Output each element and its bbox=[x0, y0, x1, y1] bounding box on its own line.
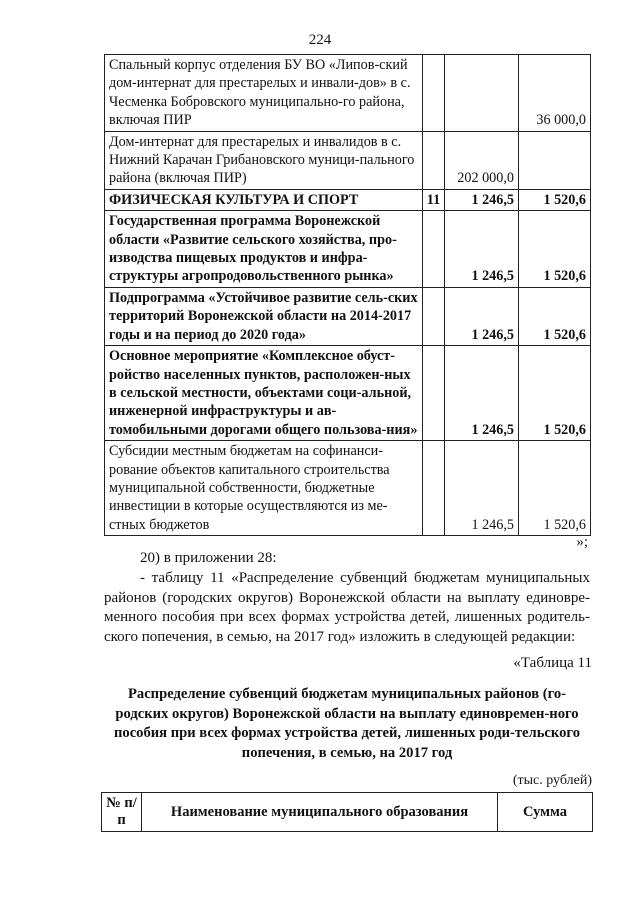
units-label: (тыс. рублей) bbox=[512, 773, 592, 788]
table-row bbox=[105, 441, 591, 536]
column-header-name: Наименование муниципального образования bbox=[142, 793, 498, 832]
table-heading: Распределение субвенций бюджетам муниципальных районов (го-родских округов) Воронежской области на выплату единовремен-ного пособия при всех формах устройства детей, лишенных роди-тельского попечения, в семью, на 2017 год bbox=[113, 686, 580, 761]
row-code bbox=[423, 211, 445, 288]
row-description: ФИЗИЧЕСКАЯ КУЛЬТУРА И СПОРТ bbox=[105, 189, 423, 210]
row-code: 11 bbox=[423, 189, 445, 210]
table-row bbox=[105, 55, 591, 132]
row-amount-2017: 1 246,5 bbox=[445, 211, 519, 288]
row-code bbox=[423, 287, 445, 345]
row-amount-2017: 1 246,5 bbox=[445, 189, 519, 210]
row-amount-2018 bbox=[519, 131, 591, 189]
row-code bbox=[423, 441, 445, 536]
row-description: Основное мероприятие «Комплексное обуст-ройство населенных пунктов, расположен-ных в сельской местности, объектами соци-альной, инженерной инфраструктуры и ав-томобильными дорогами общего пользова-ния» bbox=[105, 346, 423, 441]
row-amount-2017: 1 246,5 bbox=[445, 287, 519, 345]
row-description: Субсидии местным бюджетам на софинанси-рование объектов капитального строительства муниципальной собственности, бюджетные инвестиции в которые осуществляются из ме-стных бюджетов bbox=[105, 441, 423, 536]
row-description: Спальный корпус отделения БУ ВО «Липов-ский дом-интернат для престарелых и инвали-дов» в с. Чесменка Бобровского муниципально-го района, включая ПИР bbox=[105, 55, 423, 132]
table-row bbox=[105, 131, 591, 189]
table-row bbox=[105, 189, 591, 210]
row-amount-2018: 36 000,0 bbox=[519, 55, 591, 132]
column-header-sum: Сумма bbox=[498, 793, 593, 832]
row-code bbox=[423, 55, 445, 132]
amendment-text: - таблицу 11 «Распределение субвенций бюджетам муниципальных районов (городских округов) Воронежской области на выплату единовре-менного пособия при всех формах устройства детей, лишенных родитель-ского попечения, в семью, на 2017 год» изложить в следующей редакции: bbox=[104, 570, 590, 645]
column-header-number: № п/п bbox=[102, 793, 142, 832]
row-amount-2017: 202 000,0 bbox=[445, 131, 519, 189]
table-row bbox=[105, 211, 591, 288]
page-number: 224 bbox=[308, 32, 332, 48]
row-description: Дом-интернат для престарелых и инвалидов в с. Нижний Карачан Грибановского муници-пального района (включая ПИР) bbox=[105, 131, 423, 189]
amendment-item: 20) в приложении 28: bbox=[140, 550, 277, 566]
table-label: «Таблица 11 bbox=[513, 655, 592, 671]
row-amount-2018: 1 520,6 bbox=[519, 211, 591, 288]
header-row bbox=[102, 793, 593, 832]
row-amount-2017 bbox=[445, 55, 519, 132]
budget-table bbox=[104, 54, 591, 536]
distribution-table-header bbox=[101, 792, 593, 832]
row-amount-2018: 1 520,6 bbox=[519, 189, 591, 210]
row-code bbox=[423, 346, 445, 441]
row-description: Государственная программа Воронежской области «Развитие сельского хозяйства, про-изводства пищевых продуктов и инфра-структуры агропродовольственного рынка» bbox=[105, 211, 423, 288]
row-amount-2018: 1 520,6 bbox=[519, 287, 591, 345]
closing-quote: »; bbox=[576, 534, 588, 550]
row-amount-2017: 1 246,5 bbox=[445, 441, 519, 536]
table-row bbox=[105, 346, 591, 441]
table-row bbox=[105, 287, 591, 345]
row-amount-2018: 1 520,6 bbox=[519, 346, 591, 441]
row-amount-2018: 1 520,6 bbox=[519, 441, 591, 536]
row-amount-2017: 1 246,5 bbox=[445, 346, 519, 441]
row-code bbox=[423, 131, 445, 189]
row-description: Подпрограмма «Устойчивое развитие сель-ских территорий Воронежской области на 2014-2017 годы и на период до 2020 года» bbox=[105, 287, 423, 345]
